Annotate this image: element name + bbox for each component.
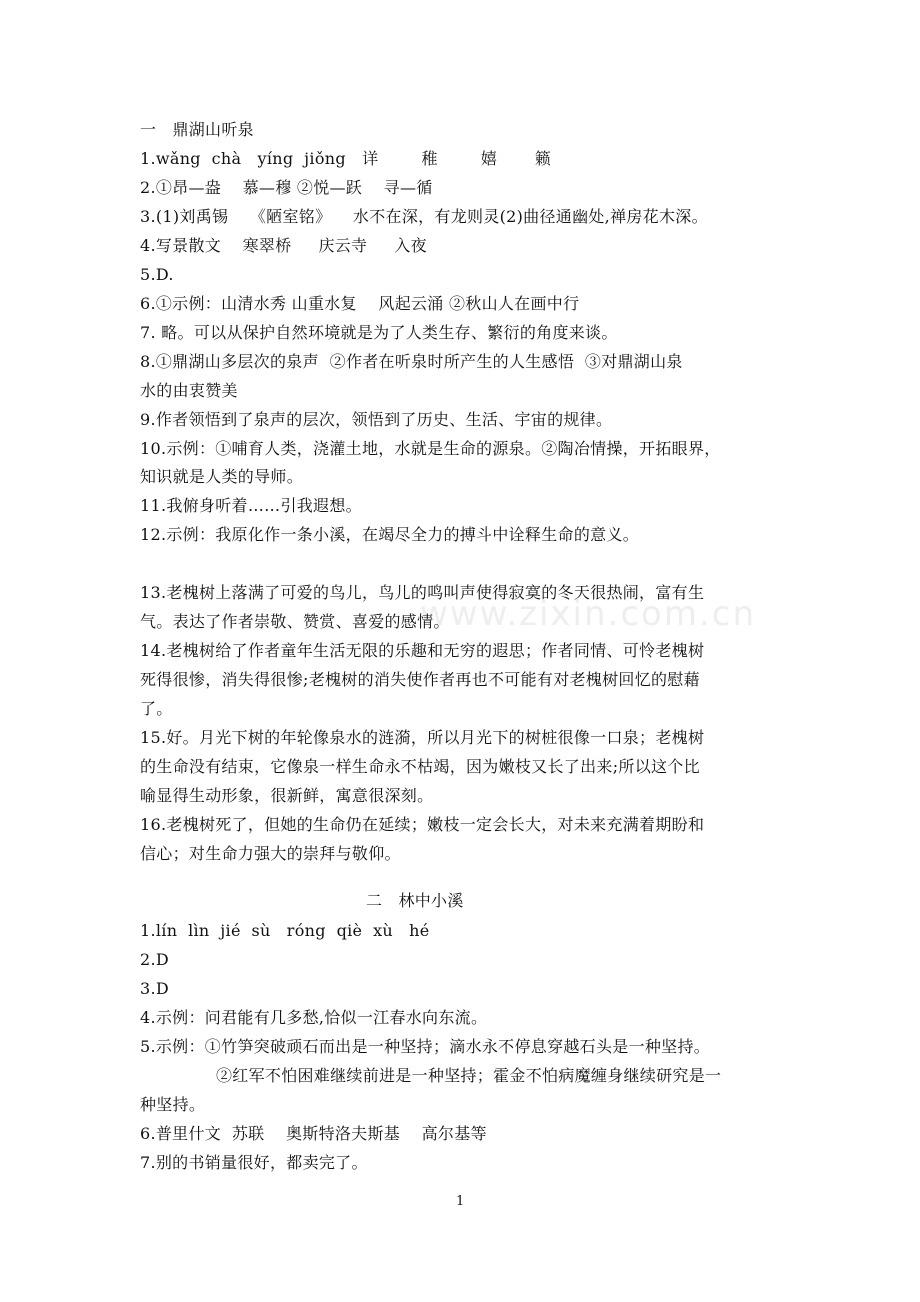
section-2-title: 二 林中小溪	[366, 891, 464, 910]
answer-line: 水的由衷赞美	[140, 381, 238, 400]
answer-line: 2.D	[140, 950, 169, 969]
answer-line: 4.示例：问君能有几多愁,恰似一江春水向东流。	[140, 1008, 488, 1027]
answer-line: 喻显得生动形象，很新鲜，寓意很深刻。	[140, 786, 434, 805]
answer-line: 9.作者领悟到了泉声的层次，领悟到了历史、生活、宇宙的规律。	[140, 410, 613, 429]
answer-line: 气。表达了作者崇敬、赞赏、喜爱的感情。	[140, 612, 450, 631]
answer-line: 12.示例：我原化作一条小溪，在竭尽全力的搏斗中诠释生命的意义。	[140, 525, 640, 544]
watermark: www.zixin.com.cn	[420, 594, 756, 634]
answer-line: 死得很惨，消失得很惨;老槐树的消失使作者再也不可能有对老槐树回忆的慰藉	[140, 670, 700, 689]
answer-line: 10.示例：①哺育人类，浇灌土地，水就是生命的源泉。②陶冶情操，开拓眼界，	[140, 439, 721, 458]
answer-line: 5.示例：①竹笋突破顽石而出是一种坚持；滴水永不停息穿越石头是一种坚持。	[140, 1037, 711, 1056]
answer-line: 15.好。月光下树的年轮像泉水的涟漪，所以月光下的树桩很像一口泉；老槐树	[140, 728, 705, 747]
answer-line: 5.D.	[140, 265, 174, 284]
answer-line: 信心；对生命力强大的崇拜与敬仰。	[140, 844, 401, 863]
answer-line: 13.老槐树上落满了可爱的鸟儿，鸟儿的鸣叫声使得寂寞的冬天很热闹，富有生	[140, 583, 705, 602]
answer-line: 6.普里什文 苏联 奥斯特洛夫斯基 高尔基等	[140, 1124, 487, 1143]
answer-line: 8.①鼎湖山多层次的泉声 ②作者在听泉时所产生的人生感悟 ③对鼎湖山泉	[140, 352, 683, 371]
answer-line: 3.(1)刘禹锡 《陋室铭》 水不在深，有龙则灵(2)曲径通幽处,禅房花木深。	[140, 207, 708, 226]
answer-line: 4.写景散文 寒翠桥 庆云寺 入夜	[140, 236, 427, 255]
answer-line: 了。	[140, 699, 173, 718]
answer-line: 的生命没有结束，它像泉一样生命永不枯竭，因为嫩枝又长了出来;所以这个比	[140, 757, 700, 776]
answer-line: 3.D	[140, 979, 169, 998]
answer-line: 16.老槐树死了，但她的生命仍在延续；嫩枝一定会长大，对未来充满着期盼和	[140, 815, 705, 834]
answer-line: 1.lín lìn jié sù róng qiè xù hé	[140, 921, 430, 940]
answer-line: 6.①示例：山清水秀 山重水复 风起云涌 ②秋山人在画中行	[140, 294, 580, 313]
answer-line: 2.①昂—盎 慕—穆 ②悦—跃 寻—循	[140, 178, 433, 197]
answer-line: 7.别的书销量很好，都卖完了。	[140, 1153, 368, 1172]
answer-line: 7. 略。可以从保护自然环境就是为了人类生存、繁衍的角度来谈。	[140, 323, 618, 342]
answer-line: 种坚持。	[140, 1095, 206, 1114]
answer-line: 14.老槐树给了作者童年生活无限的乐趣和无穷的遐思；作者同情、可怜老槐树	[140, 641, 705, 660]
answer-line: ②红军不怕困难继续前进是一种坚持；霍金不怕病魔缠身继续研究是一	[216, 1066, 722, 1085]
answer-line: 1.wǎng chà yíng jiǒng 详 稚 嬉 籁	[140, 149, 552, 168]
answer-line: 11.我俯身听着……引我遐想。	[140, 496, 362, 515]
section-1-title: 一 鼎湖山听泉	[140, 120, 254, 139]
answer-line: 知识就是人类的导师。	[140, 467, 304, 486]
page-number: 1	[456, 1194, 465, 1209]
